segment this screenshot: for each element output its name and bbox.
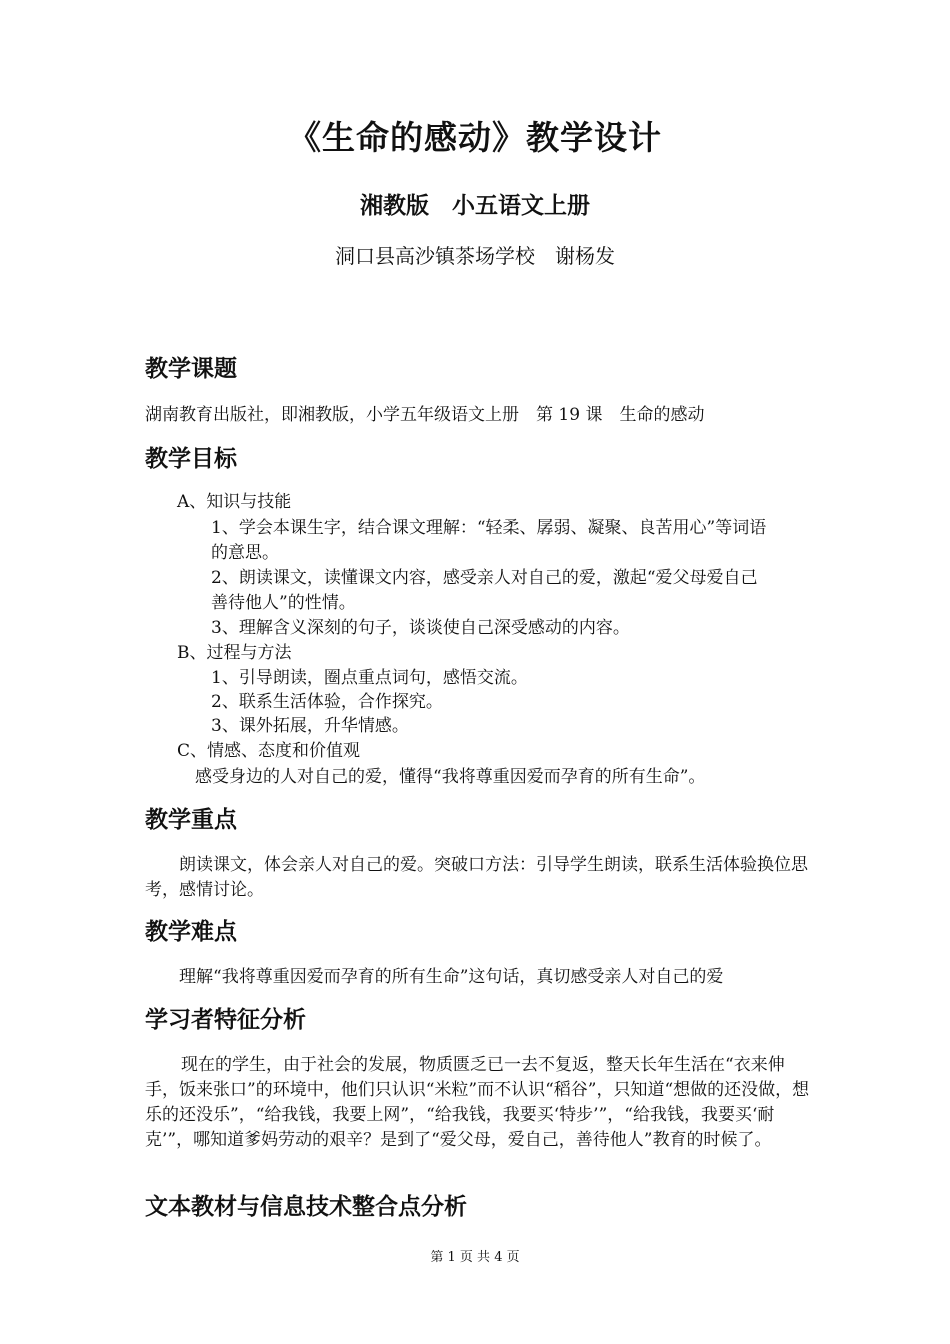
heading-difficulties: 教学难点 — [145, 919, 237, 945]
goal-b1: 1、引导朗读，圈点重点词句，感悟交流。 — [211, 668, 528, 688]
goal-a2-line2: 善待他人”的性情。 — [211, 593, 356, 613]
goal-a1-line1: 1、学会本课生字，结合课文理解：“轻柔、孱弱、凝聚、良苦用心”等词语 — [211, 518, 767, 538]
difficulties-text: 理解“我将尊重因爱而孕育的所有生命”这句话，真切感受亲人对自己的爱 — [179, 967, 724, 987]
goal-c-label: C、情感、态度和价值观 — [177, 741, 361, 761]
heading-integration: 文本教材与信息技术整合点分析 — [145, 1194, 467, 1220]
goal-a3: 3、理解含义深刻的句子，谈谈使自己深受感动的内容。 — [211, 618, 630, 638]
heading-learners: 学习者特征分析 — [145, 1007, 306, 1033]
goal-b-label: B、过程与方法 — [177, 643, 292, 663]
heading-goals: 教学目标 — [145, 446, 237, 472]
goal-c-text: 感受身边的人对自己的爱，懂得“我将尊重因爱而孕育的所有生命”。 — [195, 767, 706, 787]
heading-topic: 教学课题 — [145, 356, 237, 382]
goal-b2: 2、联系生活体验，合作探究。 — [211, 692, 443, 712]
learners-text: 现在的学生，由于社会的发展，物质匮乏已一去不复返，整天长年生活在“衣来伸手，饭来张口”的环境中，他们只认识“米粒”而不认识“稻谷”，只知道“想做的还没做，想乐的还没乐”，“给我钱，我要上网”，“给我钱，我要买‘特步’”，“给我钱，我要买‘耐克’”，哪知道爹妈劳动的艰辛？是到了“爱父母，爱自己，善待他人”教育的时候了。 — [145, 1055, 810, 1150]
topic-text: 湖南教育出版社，即湘教版，小学五年级语文上册 第 19 课 生命的感动 — [145, 405, 705, 425]
goal-a-label: A、知识与技能 — [177, 492, 292, 512]
page-footer: 第 1 页 共 4 页 — [430, 1250, 520, 1265]
document-subtitle: 湘教版 小五语文上册 — [360, 193, 590, 219]
goal-b3: 3、课外拓展，升华情感。 — [211, 716, 409, 736]
goal-a1-line2: 的意思。 — [211, 543, 279, 563]
document-author: 洞口县高沙镇茶场学校 谢杨发 — [335, 244, 615, 268]
heading-key-points: 教学重点 — [145, 807, 237, 833]
key-points-text: 朗读课文，体会亲人对自己的爱。突破口方法：引导学生朗读，联系生活体验换位思考，感情讨论。 — [145, 855, 808, 900]
document-title: 《生命的感动》教学设计 — [288, 118, 662, 157]
goal-a2-line1: 2、朗读课文，读懂课文内容，感受亲人对自己的爱，激起“爱父母爱自己 — [211, 568, 758, 588]
